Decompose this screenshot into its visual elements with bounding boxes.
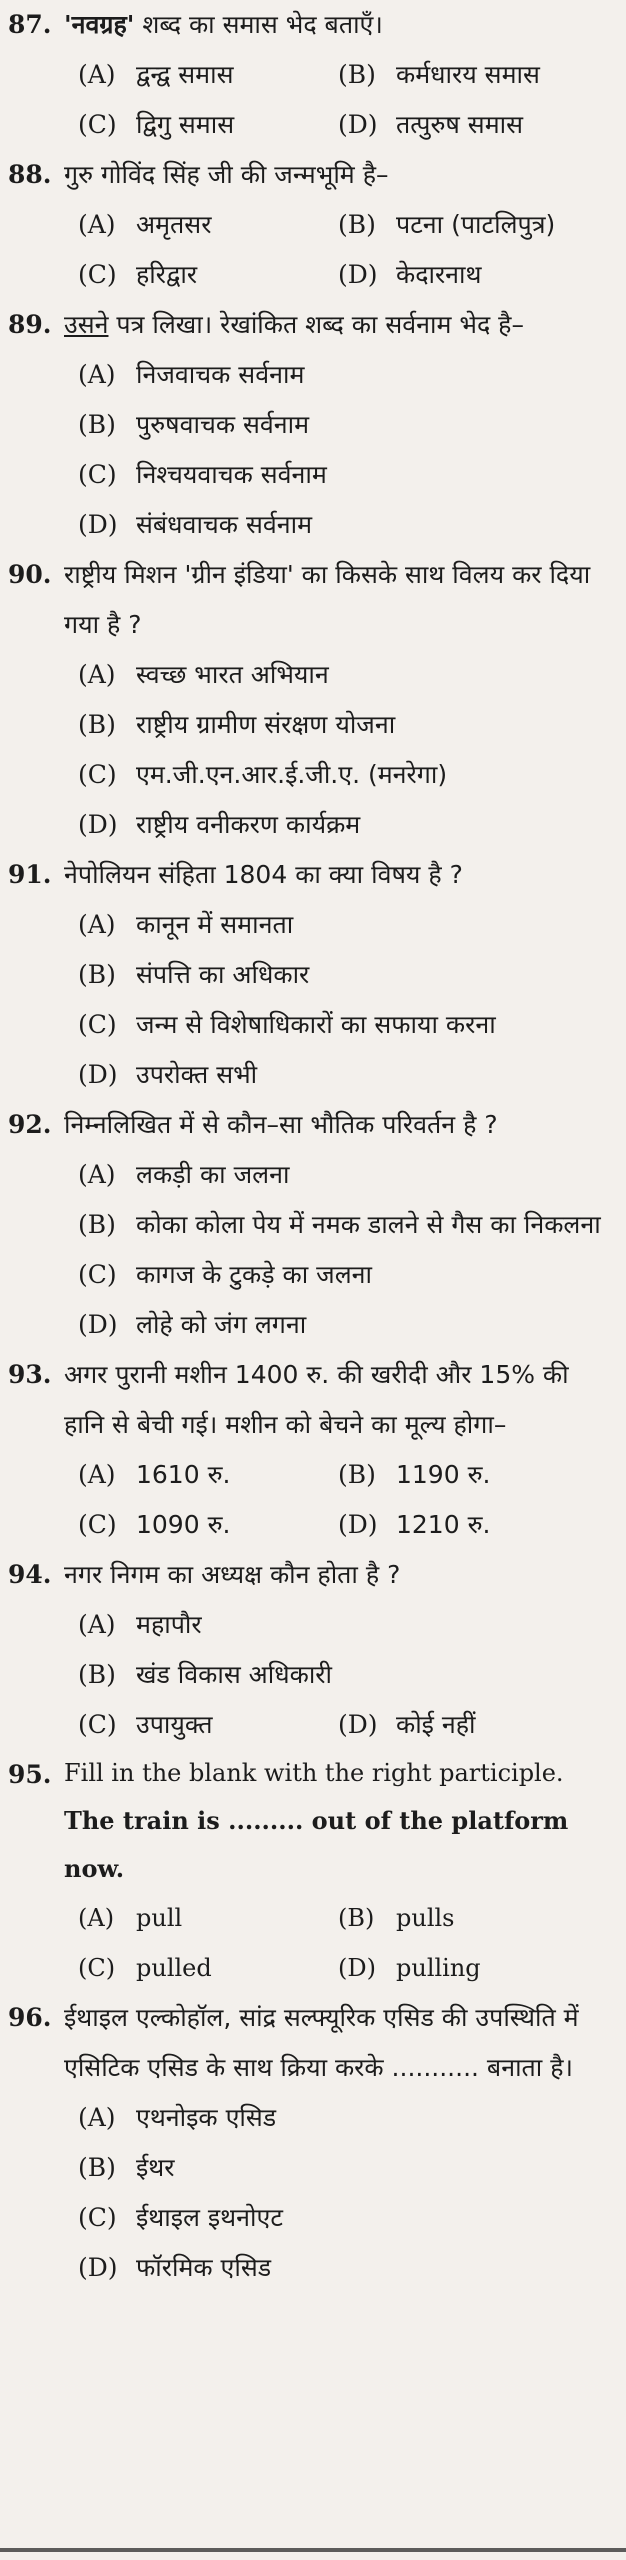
question-text: नेपोलियन संहिता 1804 का क्या विषय है ?	[64, 860, 463, 889]
question-text: अगर पुरानी मशीन 1400 रु. की खरीदी और 15% की हानि से बेची गई। मशीन को बेचने का मूल्य होगा–	[64, 1360, 569, 1439]
question-95	[8, 1750, 612, 1893]
option-d[interactable]: (D) कोई नहीं	[338, 1710, 476, 1739]
options-list	[8, 350, 612, 550]
question-94	[8, 1550, 612, 1600]
question-text: उसने पत्र लिखा। रेखांकित शब्द का सर्वनाम भेद है–	[64, 310, 524, 339]
underlined-word: उसने	[64, 310, 109, 339]
option-b[interactable]: (B) कर्मधारय समास	[338, 60, 540, 89]
option-a[interactable]: (A) महापौर	[78, 1610, 202, 1639]
option-b[interactable]: (B) कोका कोला पेय में नमक डालने से गैस का निकलना	[78, 1210, 601, 1239]
option-c[interactable]: (C) 1090 रु.	[78, 1510, 231, 1539]
question-87	[8, 0, 612, 50]
options-row	[8, 1893, 612, 1943]
question-number: 91.	[8, 860, 52, 889]
option-c[interactable]: (C) कागज के टुकड़े का जलना	[78, 1260, 372, 1289]
option-c[interactable]: (C) हरिद्वार	[78, 260, 198, 289]
options-row	[8, 1943, 612, 1993]
question-90	[8, 550, 612, 650]
question-number: 88.	[8, 160, 52, 189]
question-text: गुरु गोविंद सिंह जी की जन्मभूमि है–	[64, 160, 389, 189]
option-b[interactable]: (B) संपत्ति का अधिकार	[78, 960, 310, 989]
bottom-divider	[0, 2548, 626, 2552]
options-list	[8, 1150, 612, 1350]
option-a[interactable]: (A) निजवाचक सर्वनाम	[78, 360, 305, 389]
option-c[interactable]: (C) जन्म से विशेषाधिकारों का सफाया करना	[78, 1010, 496, 1039]
option-d[interactable]: (D) उपरोक्त सभी	[78, 1060, 258, 1089]
question-92	[8, 1100, 612, 1150]
option-b[interactable]: (B) पटना (पाटलिपुत्र)	[338, 210, 556, 239]
question-96	[8, 1993, 612, 2093]
option-a[interactable]: (A) 1610 रु.	[78, 1460, 231, 1489]
option-d[interactable]: (D) संबंधवाचक सर्वनाम	[78, 510, 313, 539]
question-text: राष्ट्रीय मिशन 'ग्रीन इंडिया' का किसके साथ विलय कर दिया गया है ?	[64, 560, 591, 639]
option-d[interactable]: (D) राष्ट्रीय वनीकरण कार्यक्रम	[78, 810, 361, 839]
question-88	[8, 150, 612, 200]
option-b[interactable]: (B) राष्ट्रीय ग्रामीण संरक्षण योजना	[78, 710, 396, 739]
option-d[interactable]: (D) 1210 रु.	[338, 1510, 491, 1539]
options-list	[8, 1600, 612, 1700]
question-text: नगर निगम का अध्यक्ष कौन होता है ?	[64, 1560, 401, 1589]
question-text: ईथाइल एल्कोहॉल, सांद्र सल्फ्यूरिक एसिड की उपस्थिति में एसिटिक एसिड के साथ क्रिया करके ........... बनाता है।	[64, 2003, 579, 2082]
option-b[interactable]: (B) pulls	[338, 1904, 455, 1932]
question-text: Fill in the blank with the right participle. The train is ......... out of the platform now.	[64, 1759, 569, 1883]
option-c[interactable]: (C) द्विगु समास	[78, 110, 235, 139]
option-d[interactable]: (D) केदारनाथ	[338, 260, 482, 289]
question-number: 90.	[8, 560, 52, 589]
options-list	[8, 2093, 612, 2293]
option-c[interactable]: (C) एम.जी.एन.आर.ई.जी.ए. (मनरेगा)	[78, 760, 448, 789]
question-sentence: The train is ......... out of the platform now.	[64, 1806, 569, 1883]
options-row	[8, 1700, 612, 1750]
option-a[interactable]: (A) एथनोइक एसिड	[78, 2103, 277, 2132]
option-b[interactable]: (B) खंड विकास अधिकारी	[78, 1660, 332, 1689]
option-d[interactable]: (D) तत्पुरुष समास	[338, 110, 524, 139]
option-d[interactable]: (D) फॉरमिक एसिड	[78, 2253, 272, 2282]
option-a[interactable]: (A) द्वन्द्व समास	[78, 60, 234, 89]
options-row	[8, 250, 612, 300]
options-list	[8, 650, 612, 850]
question-number: 87.	[8, 10, 52, 39]
question-93	[8, 1350, 612, 1450]
question-number: 96.	[8, 2003, 52, 2032]
option-a[interactable]: (A) लकड़ी का जलना	[78, 1160, 290, 1189]
options-list	[8, 900, 612, 1100]
question-number: 95.	[8, 1760, 52, 1789]
question-number: 89.	[8, 310, 52, 339]
option-a[interactable]: (A) अमृतसर	[78, 210, 212, 239]
options-row	[8, 50, 612, 100]
option-a[interactable]: (A) स्वच्छ भारत अभियान	[78, 660, 329, 689]
question-89	[8, 300, 612, 350]
options-row	[8, 100, 612, 150]
options-row	[8, 1500, 612, 1550]
option-c[interactable]: (C) उपायुक्त	[78, 1710, 213, 1739]
question-number: 92.	[8, 1110, 52, 1139]
question-number: 93.	[8, 1360, 52, 1389]
question-91	[8, 850, 612, 900]
option-c[interactable]: (C) निश्चयवाचक सर्वनाम	[78, 460, 327, 489]
option-a[interactable]: (A) pull	[78, 1904, 183, 1932]
option-c[interactable]: (C) pulled	[78, 1954, 212, 1982]
option-a[interactable]: (A) कानून में समानता	[78, 910, 294, 939]
option-b[interactable]: (B) पुरुषवाचक सर्वनाम	[78, 410, 310, 439]
question-text: 'नवग्रह' शब्द का समास भेद बताएँ।	[64, 10, 383, 39]
option-d[interactable]: (D) लोहे को जंग लगना	[78, 1310, 307, 1339]
option-c[interactable]: (C) ईथाइल इथनोएट	[78, 2203, 283, 2232]
options-row	[8, 200, 612, 250]
question-number: 94.	[8, 1560, 52, 1589]
option-b[interactable]: (B) 1190 रु.	[338, 1460, 491, 1489]
options-row	[8, 1450, 612, 1500]
question-text: निम्नलिखित में से कौन–सा भौतिक परिवर्तन है ?	[64, 1110, 498, 1139]
option-b[interactable]: (B) ईथर	[78, 2153, 175, 2182]
option-d[interactable]: (D) pulling	[338, 1954, 481, 1982]
